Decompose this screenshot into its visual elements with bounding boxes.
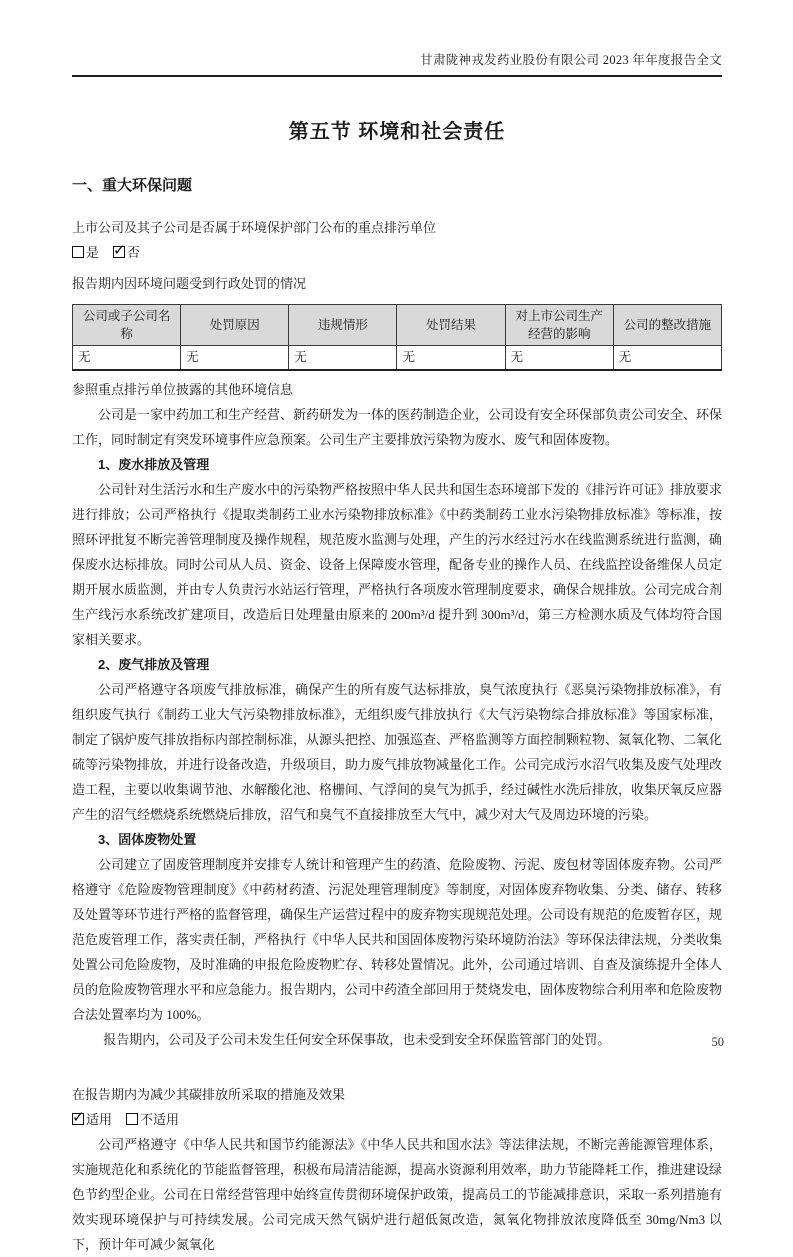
no-accident-note: 报告期内，公司及子公司未发生任何安全环保事故，也未受到安全环保监管部门的处罚。 [103, 1032, 611, 1047]
table-cell: 无 [397, 346, 505, 371]
option-not-applicable [126, 1107, 179, 1132]
other-env-info-caption: 参照重点排污单位披露的其他环境信息 [72, 382, 294, 397]
table-cell: 无 [505, 346, 613, 371]
column-header: 对上市公司生产经营的影响 [505, 305, 613, 346]
subsection-heading-waste-gas: 2、废气排放及管理 [98, 657, 210, 672]
option-no-label: 否 [127, 245, 141, 260]
column-header: 处罚原因 [181, 305, 289, 346]
checkbox-checked-icon [72, 1113, 84, 1125]
heading-major-environmental-issues: 一、重大环保问题 [72, 177, 193, 194]
key-polluter-question: 上市公司及其子公司是否属于环境保护部门公布的重点排污单位 [72, 220, 437, 235]
running-header [72, 50, 722, 77]
carbon-measures-paragraph: 公司严格遵守《中华人民共和国节约能源法》《中华人民共和国水法》等法律法规，不断完善能源管理体系，实施规范化和系统化的节能监督管理，积极布局清洁能源，提高水资源利用效率，助力节能降耗工作，推进建设绿色节约型企业。公司在日常经营管理中始终宣传贯彻环境保护政策，提高员工的节能减排意识，采取一系列措施有效实现环境保护与可持续发展。公司完成天然气锅炉进行超低氮改造，氮氧化物排放浓度降低至 30mg/Nm3 以下，预计年可减少氮氧化 [72, 1137, 723, 1252]
subsection-body-solid-waste: 公司建立了固废管理制度并安排专人统计和管理产生的药渣、危险废物、污泥、废包材等固体废弃物。公司严格遵守《危险废物管理制度》《中药材药渣、污泥处理管理制度》等制度，对固体废弃物收集、分类、储存、转移及处置等环节进行严格的监督管理，确保生产运营过程中的废弃物实现规范处理。公司设有规范的危废暂存区，规范危废管理工作，落实责任制，严格执行《中华人民共和国固体废物污染环境防治法》等环保法律法规，分类收集处置公司危险废物，及时准确的申报危险废物贮存、转移处置情况。此外，公司通过培训、自查及演练提升全体人员的危险废物管理水平和应急能力。报告期内，公司中药渣全部回用于焚烧发电，固体废物综合利用率和危险废物合法处置率均为 100%。 [72, 857, 723, 1022]
table-cell: 无 [181, 346, 289, 371]
option-no [113, 240, 140, 265]
subsection-heading-wastewater: 1、废水排放及管理 [98, 457, 210, 472]
option-applicable-label: 适用 [86, 1112, 113, 1127]
carbon-reduction-block [72, 1082, 722, 1257]
running-header-text: 甘肃陇神戎发药业股份有限公司 2023 年年度报告全文 [420, 53, 722, 67]
penalty-table-header-row [73, 305, 722, 346]
table-cell: 无 [73, 346, 181, 371]
subsection-body-waste-gas: 公司严格遵守各项废气排放标准，确保产生的所有废气达标排放，臭气浓度执行《恶臭污染物排放标准》，有组织废气执行《制药工业大气污染物排放标准》，无组织废气排放执行《大气污染物综合排放标准》等国家标准，制定了锅炉废气排放指标内部控制标准，从源头把控、加强巡查、严格监测等方面控制颗粒物、氮氧化物、二氧化硫等污染物排放，并进行设备改造，升级项目，助力废气排放物减量化工作。公司完成污水沼气收集及废气处理改造工程，主要以收集调节池、水解酸化池、格栅间、气浮间的臭气为抓手，经过碱性水洗后排放，收集厌氧反应器产生的沼气经燃烧系统燃烧后排放，沼气和臭气不直接排放至大气中，减少对大气及周边环境的污染。 [72, 682, 723, 822]
penalty-table-caption: 报告期内因环境问题受到行政处罚的情况 [72, 276, 307, 291]
page-number: 50 [711, 1035, 724, 1049]
option-yes-label: 是 [86, 245, 100, 260]
checkbox-unchecked-icon [126, 1113, 138, 1125]
column-header: 公司的整改措施 [613, 305, 721, 346]
company-overview-paragraph: 公司是一家中药加工和生产经营、新药研发为一体的医药制造企业，公司设有安全环保部负责公司安全、环保工作，同时制定有突发环境事件应急预案。公司生产主要排放污染物为废水、废气和固体废物。 [72, 407, 723, 447]
checkbox-unchecked-icon [72, 246, 84, 258]
option-not-applicable-label: 不适用 [140, 1112, 180, 1127]
option-applicable [72, 1107, 112, 1132]
table-cell: 无 [613, 346, 721, 371]
subsection-body-wastewater: 公司针对生活污水和生产废水中的污染物严格按照中华人民共和国生态环境部下发的《排污许可证》排放要求进行排放；公司严格执行《提取类制药工业水污染物排放标准》《中药类制药工业水污染物排放标准》等标准，按照环评批复不断完善管理制度及操作规程，规范废水监测与处理，产生的污水经过污水在线监测系统进行监测，确保废水达标排放。同时公司从人员、资金、设备上保障废水管理，配备专业的操作人员、在线监控设备维保人员定期开展水质监测，并由专人负责污水站运行管理，严格执行各项废水管理制度要求，确保合规排放。公司完成合剂生产线污水系统改扩建项目，改造后日处理量由原来的 200m³/d 提升到 300m³/d，第三方检测水质及气体均符合国家相关要求。 [72, 482, 723, 647]
penalty-table [72, 304, 722, 371]
key-polluter-answer-row [72, 240, 722, 265]
column-header: 违规情形 [289, 305, 397, 346]
column-header: 公司或子公司名称 [73, 305, 181, 346]
column-header: 处罚结果 [397, 305, 505, 346]
section-title: 第五节 环境和社会责任 [288, 121, 506, 143]
checkbox-checked-icon [113, 246, 125, 258]
table-row [73, 346, 722, 371]
table-cell: 无 [289, 346, 397, 371]
subsection-heading-solid-waste: 3、固体废物处置 [98, 832, 197, 847]
option-yes [72, 240, 99, 265]
carbon-applicability-row [72, 1107, 722, 1132]
carbon-measures-caption: 在报告期内为减少其碳排放所采取的措施及效果 [72, 1087, 346, 1102]
